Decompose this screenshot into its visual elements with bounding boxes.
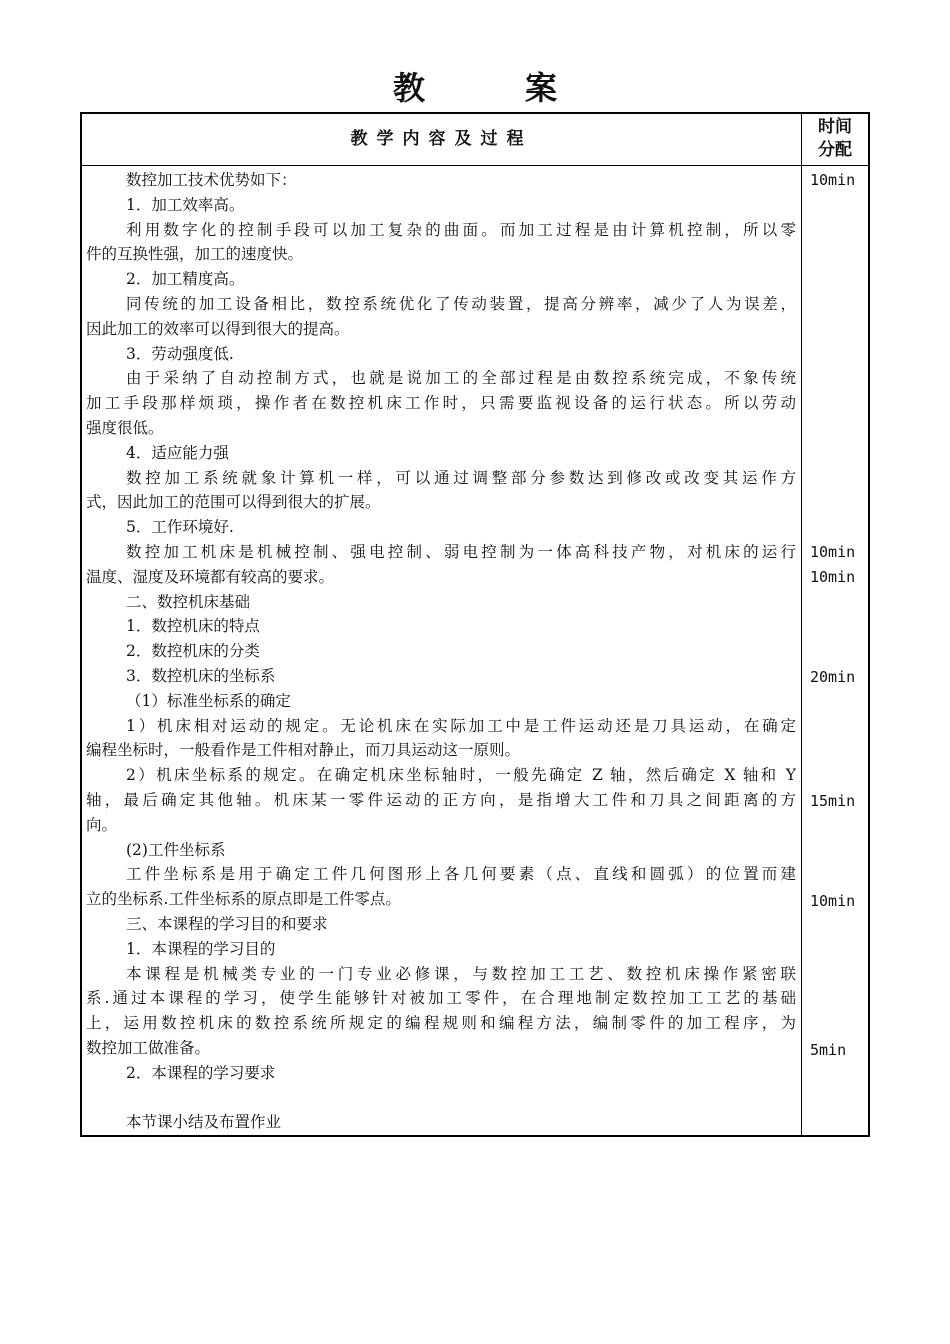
content-line: 5．工作环境好. [126, 518, 234, 537]
content-line: 本节课小结及布置作业 [126, 1113, 282, 1132]
content-line: 上，运用数控机床的数控系统所规定的编程规则和编程方法，编制零件的加工程序，为 [86, 1014, 796, 1033]
content-line: 件的互换性强，加工的速度快。 [86, 245, 304, 264]
content-line: 1．加工效率高。 [126, 195, 245, 214]
content-line: 系.通过本课程的学习，使学生能够针对被加工零件，在合理地制定数控加工工艺的基础 [86, 989, 796, 1008]
header-time-label [802, 116, 868, 162]
content-line: 3．数控机床的坐标系 [126, 666, 276, 685]
time-allocation: 10min [810, 543, 856, 561]
time-allocation: 20min [810, 668, 856, 686]
time-allocation: 5min [810, 1041, 847, 1059]
time-allocation: 10min [810, 568, 856, 586]
content-line: 加工手段那样烦琐，操作者在数控机床工作时，只需要监视设备的运行状态。所以劳动 [86, 394, 796, 413]
content-line: 三、本课程的学习目的和要求 [126, 914, 328, 933]
content-line: 立的坐标系.工件坐标系的原点即是工件零点。 [86, 890, 401, 909]
content-line: 式，因此加工的范围可以得到很大的扩展。 [86, 493, 381, 512]
content-line: 3．劳动强度低. [126, 344, 234, 363]
content-line: 1）机床相对运动的规定。无论机床在实际加工中是工件运动还是刀具运动，在确定 [126, 716, 796, 735]
header-time-line1: 时间 [818, 117, 852, 137]
table-header [82, 114, 868, 166]
content-line: 编程坐标时，一般看作是工件相对静止，而刀具运动这一原则。 [86, 741, 521, 760]
content-cell [86, 168, 796, 1135]
content-line: 2．加工精度高。 [126, 270, 245, 289]
time-allocation: 10min [810, 892, 856, 910]
content-line: 二、数控机床基础 [126, 592, 251, 611]
content-line [86, 1085, 796, 1110]
content-line: 利用数字化的控制手段可以加工复杂的曲面。而加工过程是由计算机控制，所以零 [126, 220, 796, 239]
content-line: 数控加工做准备。 [86, 1038, 211, 1057]
content-line: 数控加工技术优势如下： [126, 171, 297, 189]
content-line: 向。 [86, 815, 118, 834]
content-line: 工件坐标系是用于确定工件几何图形上各几何要素（点、直线和圆弧）的位置而建 [126, 865, 796, 884]
content-line: 温度、湿度及环境都有较高的要求。 [86, 567, 335, 586]
lesson-table [80, 112, 870, 1137]
column-divider [801, 114, 802, 1135]
time-allocation: 15min [810, 792, 856, 810]
content-line: （1）标准坐标系的确定 [126, 691, 291, 710]
content-line: 1．数控机床的特点 [126, 617, 260, 636]
content-line: 本课程是机械类专业的一门专业必修课，与数控加工工艺、数控机床操作紧密联 [126, 964, 796, 983]
content-line: (2)工件坐标系 [126, 840, 226, 859]
time-allocation: 10min [810, 171, 856, 189]
content-line: 轴，最后确定其他轴。机床某一零件运动的正方向，是指增大工件和刀具之间距离的方 [86, 790, 796, 809]
content-line: 2．本课程的学习要求 [126, 1063, 276, 1082]
page-title: 教 案 [392, 69, 591, 107]
content-line: 2）机床坐标系的规定。在确定机床坐标轴时，一般先确定 Z 轴，然后确定 X 轴和 Y [126, 766, 796, 785]
content-line: 1．本课程的学习目的 [126, 939, 276, 958]
content-line: 4．适应能力强 [126, 443, 229, 462]
header-content-label: 教学内容及过程 [350, 129, 533, 149]
content-line: 2．数控机床的分类 [126, 642, 260, 661]
content-line: 同传统的加工设备相比，数控系统优化了传动装置，提高分辨率，减少了人为误差， [126, 294, 796, 313]
content-line: 强度很低。 [86, 418, 164, 437]
content-line: 因此加工的效率可以得到很大的提高。 [86, 319, 350, 338]
content-line: 数控加工系统就象计算机一样，可以通过调整部分参数达到修改或改变其运作方 [126, 468, 796, 487]
content-line: 数控加工机床是机械控制、强电控制、弱电控制为一体高科技产物，对机床的运行 [126, 542, 796, 561]
content-line: 由于采纳了自动控制方式，也就是说加工的全部过程是由数控系统完成，不象传统 [126, 369, 796, 388]
header-time-line2: 分配 [818, 140, 852, 160]
